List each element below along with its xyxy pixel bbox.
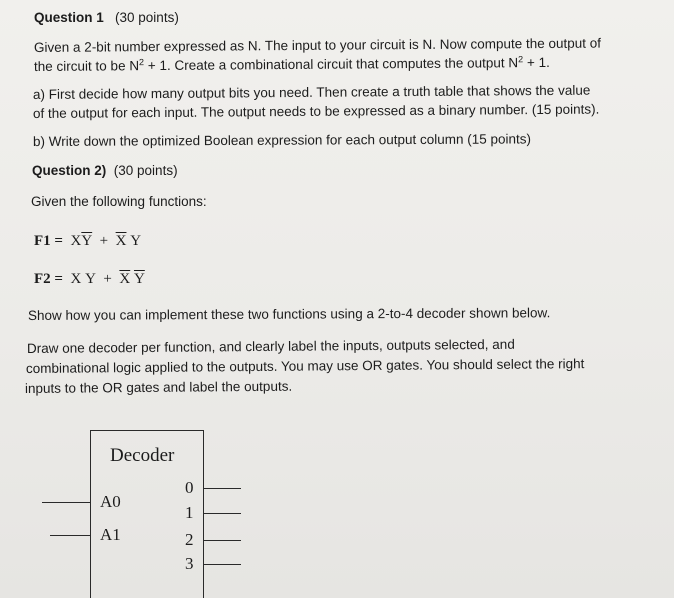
q2-draw-line-3: inputs to the OR gates and label the outputs. — [24, 378, 293, 396]
q1-intro-line-1: Given a 2-bit number expressed as N. The input to your circuit is N. Now compute the output of — [33, 35, 602, 55]
question-1-header — [34, 9, 179, 27]
f2-term2-x-bar: $\overline{X}$ — [119, 271, 131, 287]
q1-part-b: b) Write down the optimized Boolean expression for each output column (15 points) — [32, 131, 532, 149]
output-wire-3 — [203, 564, 241, 565]
decoder-output-1: 1 — [185, 503, 194, 522]
decoder-title: Decoder — [110, 445, 175, 466]
output-wire-1 — [203, 513, 241, 514]
f1-label: F1 = — [34, 233, 63, 249]
q1-part-a-line-1: a) First decide how many output bits you need. Then create a truth table that shows the value — [32, 82, 591, 102]
output-wire-2 — [203, 540, 241, 541]
f1-term1-y-bar: $\overline{Y}$ — [81, 233, 93, 249]
q2-given: Given the following functions: — [31, 194, 207, 209]
decoder-output-3: 3 — [185, 554, 194, 573]
function-f1 — [34, 232, 141, 250]
q2-draw-line-1: Draw one decoder per function, and clearly label the inputs, outputs selected, and — [26, 336, 515, 356]
decoder-input-a0: A0 — [100, 492, 121, 511]
f2-term1-x: X — [70, 271, 82, 287]
input-wire-a0 — [42, 502, 90, 503]
q1-exponent-2: 2 — [518, 54, 524, 65]
function-f2 — [34, 270, 145, 288]
question-2-title: Question 2) — [32, 163, 107, 178]
f2-plus: + — [103, 271, 112, 287]
decoder-input-a1: A1 — [100, 525, 121, 544]
f1-term2-y: Y — [130, 233, 142, 249]
f2-term2-y-bar: $\overline{Y}$ — [133, 271, 145, 287]
decoder-output-0: 0 — [185, 478, 194, 497]
question-2-points: (30 points) — [113, 163, 178, 178]
q1-intro-line-2 — [34, 54, 550, 76]
question-1-title: Question 1 — [34, 10, 104, 25]
q2-draw-line-2: combinational logic applied to the outputs. You may use OR gates. You should select the right — [25, 356, 585, 376]
f1-term1-x: X — [70, 233, 82, 249]
f1-plus: + — [99, 233, 109, 249]
q1-intro-part-c: + 1. — [526, 54, 550, 71]
q1-exponent-1: 2 — [138, 57, 145, 68]
q1-intro-part-b: + 1. Create a combinational circuit that computes the output N — [147, 55, 519, 74]
q2-show-instruction: Show how you can implement these two functions using a 2-to-4 decoder shown below. — [27, 305, 551, 323]
f1-term2-x-bar: $\overline{X}$ — [115, 233, 127, 249]
q1-part-a-line-2: of the output for each input. The output needs to be expressed as a binary number. (15 points). — [32, 101, 600, 121]
output-wire-0 — [203, 488, 241, 489]
input-wire-a1 — [50, 535, 90, 536]
q1-intro-part-a: the circuit to be N — [33, 58, 140, 74]
question-2-header — [32, 162, 178, 180]
f2-label: F2 = — [34, 271, 63, 287]
decoder-output-2: 2 — [185, 530, 194, 549]
f2-term1-y: Y — [85, 271, 96, 287]
question-1-points: (30 points) — [115, 10, 179, 25]
